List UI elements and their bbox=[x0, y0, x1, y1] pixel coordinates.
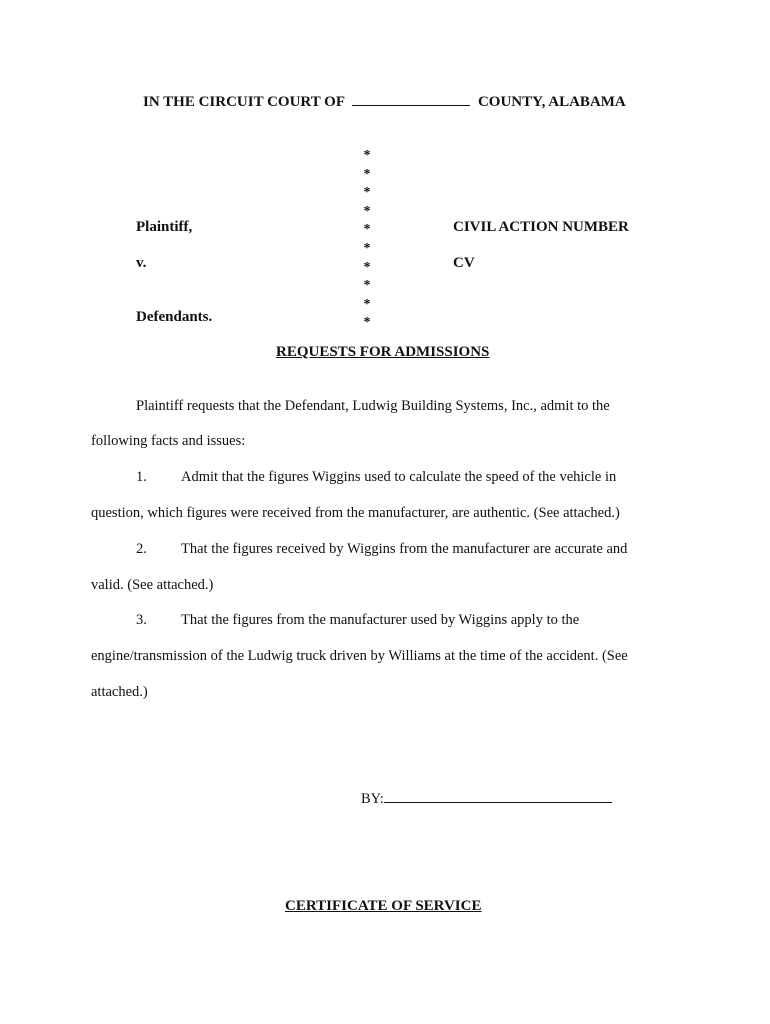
plaintiff-label: Plaintiff, bbox=[136, 219, 193, 235]
cv-label: CV bbox=[453, 255, 475, 271]
request-line: That the figures received by Wiggins from the manufacturer are accurate and bbox=[181, 541, 628, 557]
county-blank-line bbox=[352, 104, 470, 106]
document-title: REQUESTS FOR ADMISSIONS bbox=[276, 344, 490, 360]
caption-separator: * bbox=[363, 278, 371, 294]
request-number: 1. bbox=[136, 469, 147, 485]
defendants-label: Defendants. bbox=[136, 309, 213, 325]
request-line: engine/transmission of the Ludwig truck driven by Williams at the time of the accident. (See bbox=[91, 648, 628, 664]
versus-label: v. bbox=[136, 255, 147, 271]
request-line: attached.) bbox=[91, 684, 148, 700]
caption-separator-column bbox=[361, 147, 373, 333]
request-line: valid. (See attached.) bbox=[91, 577, 214, 593]
request-line: That the figures from the manufacturer used by Wiggins apply to the bbox=[181, 612, 580, 628]
court-header-suffix: COUNTY, ALABAMA bbox=[477, 94, 626, 110]
caption-separator: * bbox=[363, 166, 371, 182]
caption-separator: * bbox=[363, 240, 371, 256]
signature-block bbox=[361, 791, 612, 808]
caption-separator: * bbox=[363, 259, 371, 275]
intro-line: following facts and issues: bbox=[91, 433, 246, 449]
request-line: question, which figures were received from the manufacturer, are authentic. (See attached.) bbox=[91, 505, 620, 521]
signature-line[interactable] bbox=[384, 801, 612, 803]
caption-separator: * bbox=[363, 203, 371, 219]
caption-separator: * bbox=[363, 222, 371, 238]
certificate-title: CERTIFICATE OF SERVICE bbox=[285, 898, 482, 914]
request-line: Admit that the figures Wiggins used to calculate the speed of the vehicle in bbox=[181, 469, 617, 485]
request-number: 3. bbox=[136, 612, 147, 628]
caption-separator: * bbox=[363, 185, 371, 201]
caption-separator: * bbox=[363, 315, 371, 331]
request-number: 2. bbox=[136, 541, 147, 557]
signature-label: BY: bbox=[361, 791, 384, 807]
court-header-prefix: IN THE CIRCUIT COURT OF bbox=[143, 94, 345, 110]
civil-action-label: CIVIL ACTION NUMBER bbox=[453, 219, 629, 235]
caption-separator: * bbox=[363, 296, 371, 312]
caption-separator: * bbox=[363, 148, 371, 163]
court-header bbox=[143, 94, 626, 111]
intro-line: Plaintiff requests that the Defendant, Ludwig Building Systems, Inc., admit to the bbox=[136, 398, 610, 414]
